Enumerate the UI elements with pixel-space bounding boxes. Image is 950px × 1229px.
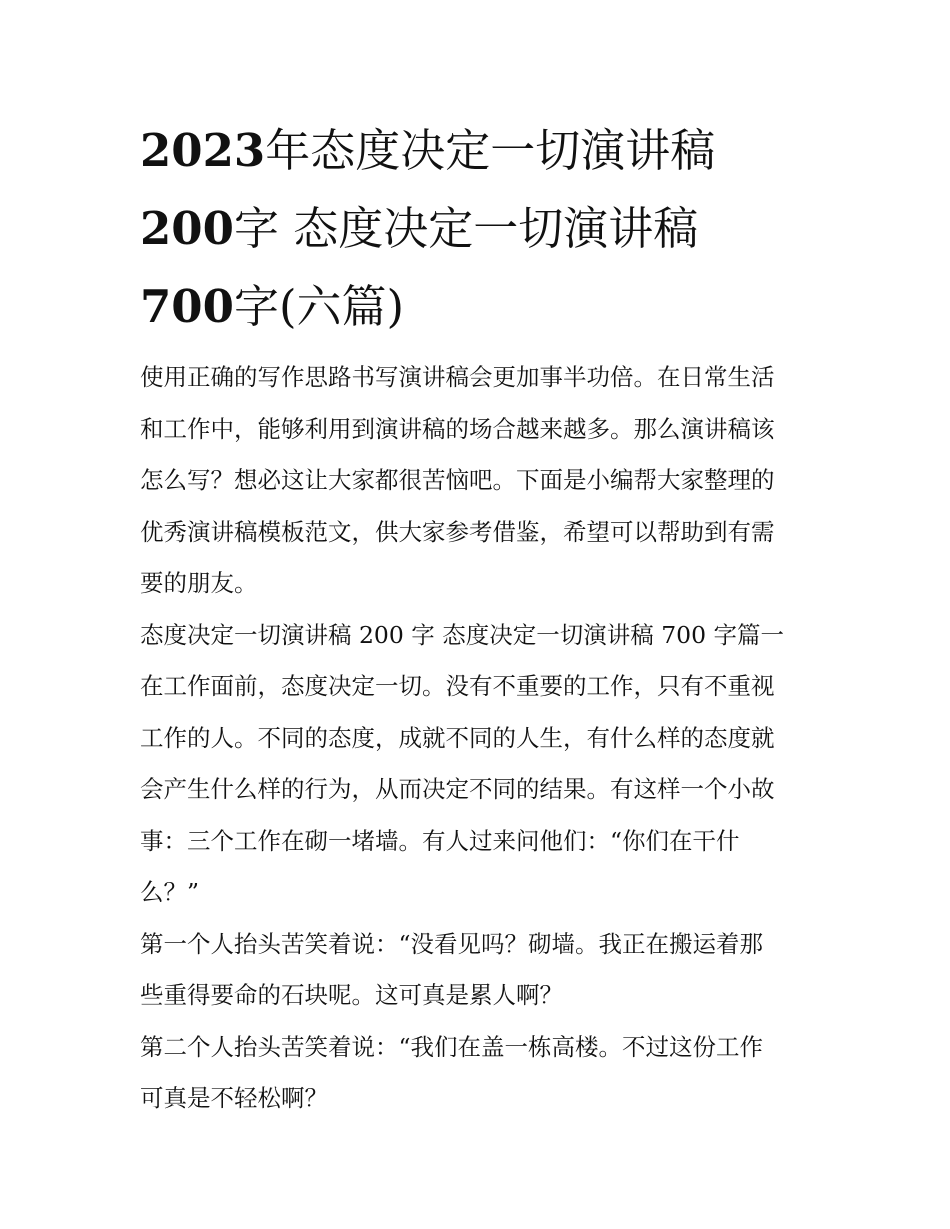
title-line-1 bbox=[140, 112, 812, 190]
body-line: 要的朋友。 bbox=[140, 569, 258, 597]
body-line: 些重得要命的石块呢。这可真是累人啊？ bbox=[140, 981, 563, 1009]
body-line: 和工作中，能够利用到演讲稿的场合越来越多。那么演讲稿该 bbox=[140, 414, 775, 443]
body-line: 优秀演讲稿模板范文，供大家参考借鉴，希望可以帮助到有需 bbox=[140, 517, 775, 546]
title-number: 700 bbox=[140, 280, 234, 333]
body-line: 使用正确的写作思路书写演讲稿会更加事半功倍。在日常生活 bbox=[140, 363, 775, 391]
title-number: 200 bbox=[140, 202, 234, 255]
body-line: 第二个人抬头苦笑着说：“我们在盖一栋高楼。不过这份工作 bbox=[140, 1032, 764, 1061]
document-title bbox=[140, 112, 812, 346]
title-text: 字 态度决定一切演讲稿 bbox=[233, 202, 699, 255]
title-text: 字(六篇) bbox=[233, 280, 405, 333]
body-line: 在工作面前，态度决定一切。没有不重要的工作，只有不重视 bbox=[140, 672, 775, 700]
body-line: 第一个人抬头苦笑着说：“没看见吗？砌墙。我正在搬运着那 bbox=[140, 929, 764, 958]
section-heading: 态度决定一切演讲稿 200 字 态度决定一切演讲稿 700 字篇一 bbox=[140, 620, 785, 649]
document-body bbox=[140, 352, 812, 1125]
body-line: 事：三个工作在砌一堵墙。有人过来问他们：“你们在干什 bbox=[140, 826, 740, 855]
title-line-2 bbox=[140, 190, 812, 268]
title-line-3 bbox=[140, 268, 812, 346]
title-text: 年态度决定一切演讲稿 bbox=[265, 124, 716, 177]
body-line: 么？” bbox=[140, 878, 200, 906]
title-number: 2023 bbox=[140, 124, 266, 177]
body-line: 工作的人。不同的态度，成就不同的人生，有什么样的态度就 bbox=[140, 723, 775, 752]
body-line: 会产生什么样的行为，从而决定不同的结果。有这样一个小故 bbox=[140, 775, 775, 803]
document-content bbox=[140, 112, 812, 1125]
body-line: 怎么写？想必这让大家都很苦恼吧。下面是小编帮大家整理的 bbox=[140, 466, 775, 494]
body-line: 可真是不轻松啊？ bbox=[140, 1084, 328, 1112]
